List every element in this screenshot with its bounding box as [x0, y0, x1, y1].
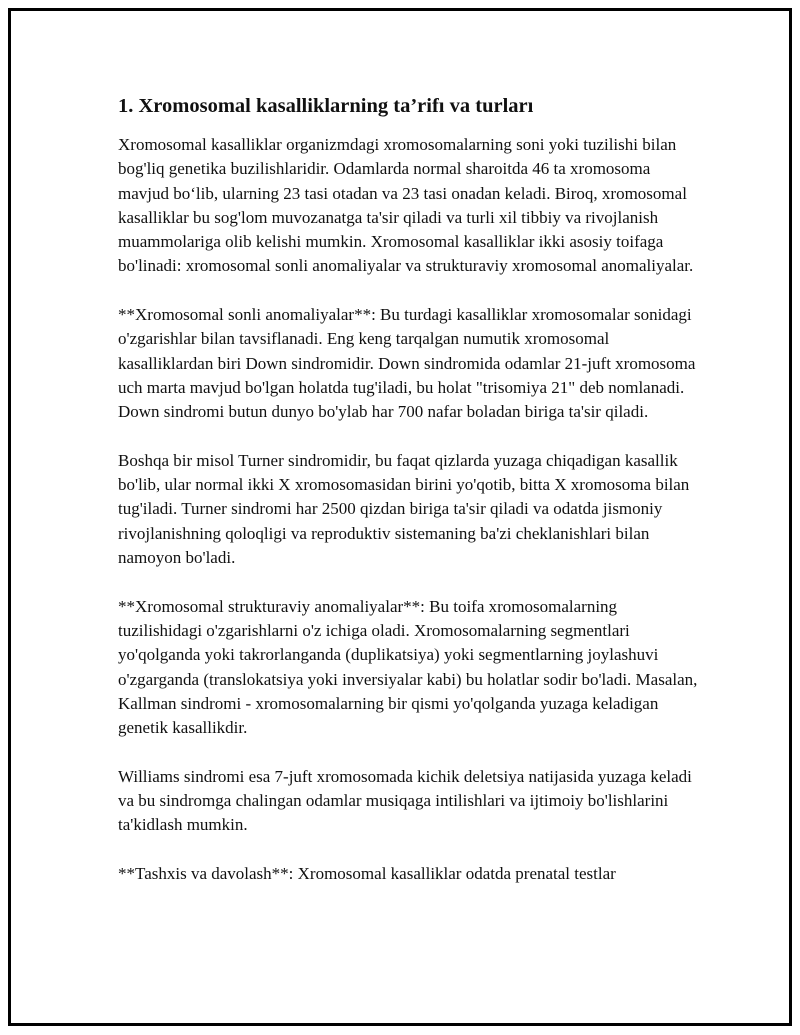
paragraph-diagnosis-treatment: **Tashxis va davolash**: Xromosomal kasalliklar odatda prenatal testlar — [118, 863, 616, 883]
document-body — [118, 92, 698, 911]
paragraph-intro: Xromosomal kasalliklar organizmdagi xromosomalarning soni yoki tuzilishi bilan bog'liq genetika buzilishlaridir. Odamlarda normal sharoitda 46 ta xromosoma mavjud bo‘lib, ularning 23 tasi otadan va 23 tasi onadan keladi. Biroq, xromosomal kasalliklar bu sog'lom muvozanatga ta'sir qiladi va turli xil tibbiy va rivojlanish muammolariga olib kelishi mumkin. Xromosomal kasalliklar ikki asosiy toifaga bo'linadi: xromosomal sonli anomaliyalar va strukturaviy xromosomal anomaliyalar. — [118, 135, 694, 276]
section-heading: 1. Xromosomal kasalliklarning ta’rifı va turları — [118, 95, 534, 117]
paragraph-numerical-anomalies: **Xromosomal sonli anomaliyalar**: Bu turdagi kasalliklar xromosomalar sonidagi o'zgarishlar bilan tavsiflanadi. Eng keng tarqalgan numutik xromosomal kasalliklardan biri Down sindromidir. Down sindromida odamlar 21-juft xromosoma uch marta mavjud bo'lgan holatda tug'iladi, bu holat "trisomiya 21" deb nomlanadi. Down sindromi butun dunyo bo'ylab har 700 nafar boladan biriga ta'sir qiladi. — [118, 305, 696, 422]
paragraph-structural-anomalies: **Xromosomal strukturaviy anomaliyalar**: Bu toifa xromosomalarning tuzilishidagi o'zgarishlarni o'z ichiga oladi. Xromosomalarning segmentlari yo'qolganda yoki takrorlanganda (duplikatsiya) yoki segmentlarning joylashuvi o'zgarganda (translokatsiya yoki inversiyalar kabi) bu holatlar sodir bo'ladi. Masalan, Kallman sindromi - xromosomalarning bir qismi yo'qolganda yuzaga keladigan genetik kasallikdir. — [118, 596, 698, 738]
paragraph-williams-syndrome: Williams sindromi esa 7-juft xromosomada kichik deletsiya natijasida yuzaga keladi va bu sindromga chalingan odamlar musiqaga intilishlari va ijtimoiy bo'lishlarini ta'kidlash mumkin. — [118, 766, 692, 835]
paragraph-turner-syndrome: Boshqa bir misol Turner sindromidir, bu faqat qizlarda yuzaga chiqadigan kasallik bo'lib, ular normal ikki X xromosomasidan birini yo'qotib, bitta X xromosoma bilan tug'iladi. Turner sindromi har 2500 qizdan biriga ta'sir qiladi va odatda jismoniy rivojlanishning qoloqligi va reproduktiv sistemaning ba'zi cheklanishlari bilan namoyon bo'ladi. — [118, 450, 690, 568]
